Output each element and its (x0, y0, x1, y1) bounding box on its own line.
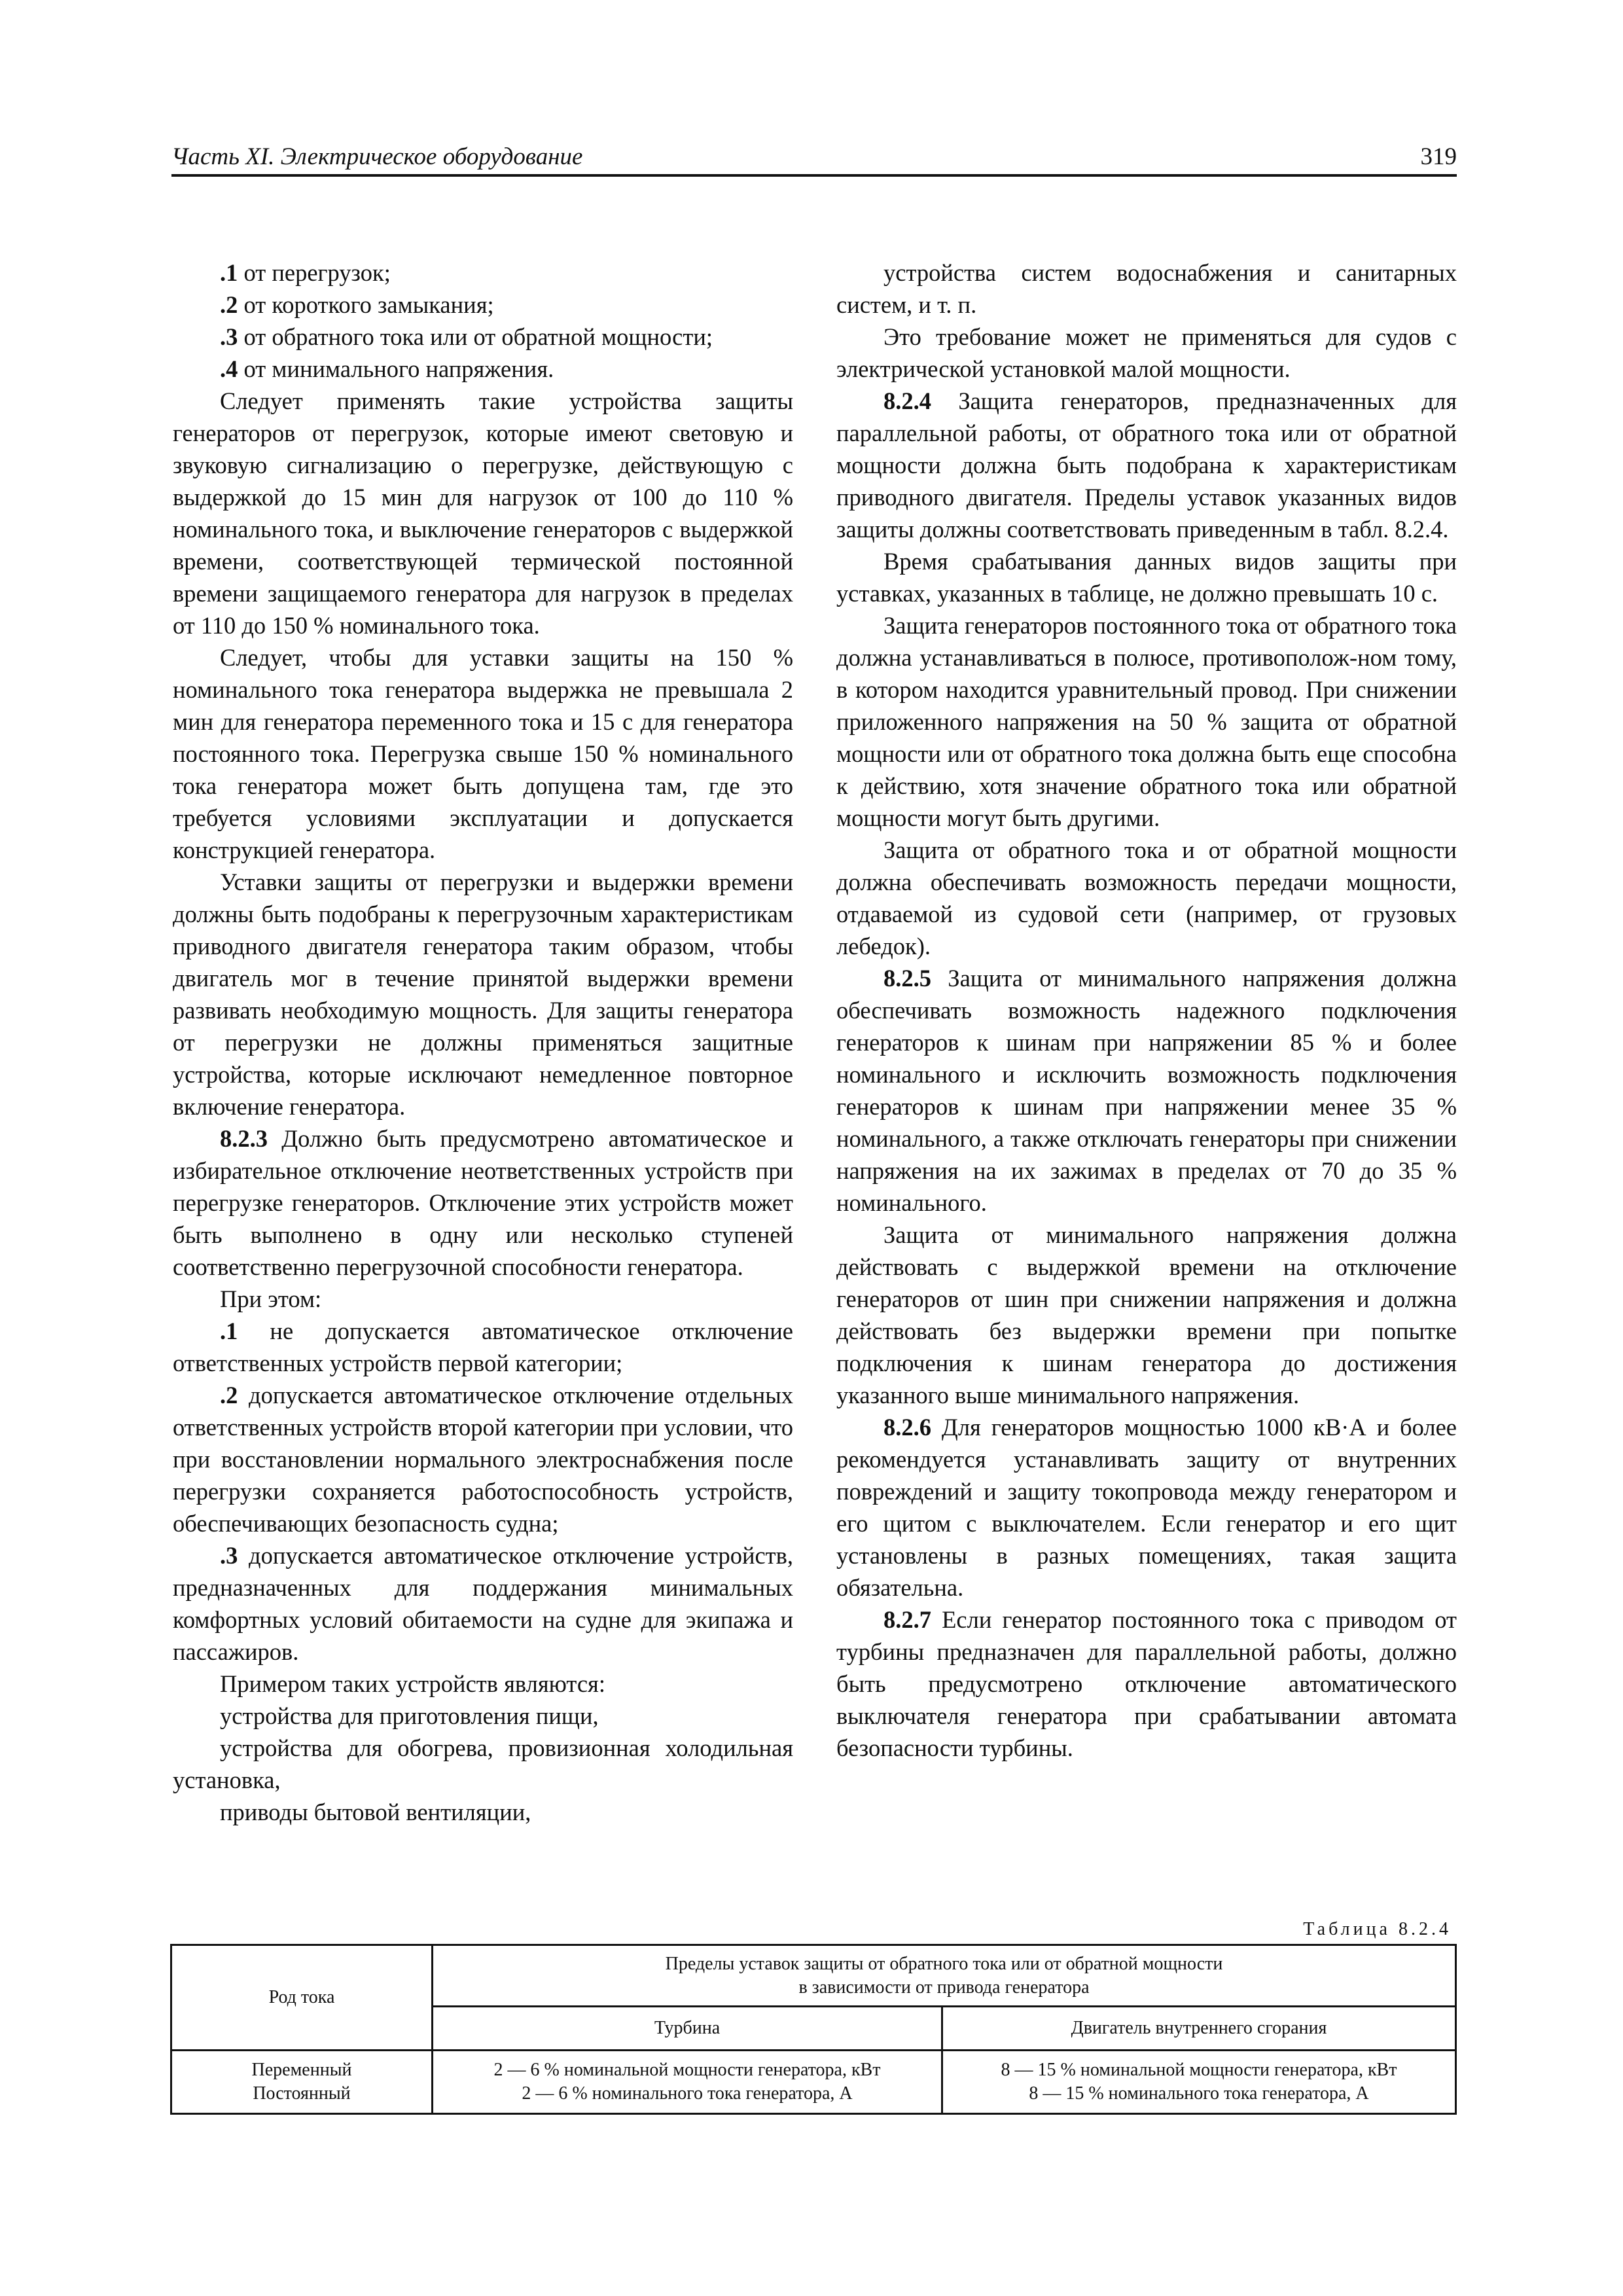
paragraph: устройства для обогрева, провизионная холодильная установка, (173, 1734, 793, 1793)
running-title: Часть XI. Электрическое оборудование (171, 143, 583, 170)
paragraph: 8.2.4 Защита генераторов, предназначенных для параллельной работы, от обратного тока или от обратной мощности должна быть подобрана к характеристикам приводного двигателя. Пределы уставок указанных видов защиты должны соответствовать приведенным в табл. 8.2.4. (836, 387, 1457, 543)
paragraph: Следует применять такие устройства защиты генераторов от перегрузок, которые имеют световую и звуковую сигнализацию о перегрузке, действующую с выдержкой до 15 мин для нагрузок от 100 до 110 % номинального тока, и выключение генераторов с выдержкой времени, соответствующей термической постоянной времени защищаемого генератора для нагрузок в пределах от 110 до 150 % номинального тока. (173, 387, 793, 639)
paragraph: Защита генераторов постоянного тока от обратного тока должна устанавливаться в полюсе, противополож-ном тому, в котором находится уравнительный провод. При снижении приложенного напряжения на 50 % защита от обратной мощности или от обратного тока должна быть еще способна к действию, хотя значение обратного тока или обратной мощности могут быть другими. (836, 612, 1457, 831)
settings-table (170, 1944, 1457, 2115)
paragraph: .1 от перегрузок; (220, 259, 391, 286)
left-column (173, 257, 793, 1828)
paragraph: .3 допускается автоматическое отключение устройств, предназначенных для поддержания минимальных комфортных условий обитаемости на судне для экипажа и пассажиров. (173, 1542, 793, 1665)
page-header (171, 143, 1457, 177)
table-caption: Таблица 8.2.4 (1303, 1919, 1452, 1939)
table-cell-kind: Переменный Постоянный (171, 2051, 433, 2114)
table-cell-turbine: 2 — 6 % номинальной мощности генератора, кВт 2 — 6 % номинального тока генератора, А (433, 2051, 942, 2114)
paragraph: устройства для приготовления пищи, (220, 1702, 599, 1729)
paragraph: 8.2.7 Если генератор постоянного тока с приводом от турбины предназначен для параллельной работы, должно быть предусмотрено отключение автоматического выключателя генератора при срабатывании автомата безопасности турбины. (836, 1606, 1457, 1761)
table-row (171, 2051, 1456, 2114)
paragraph: устройства систем водоснабжения и санитарных систем, и т. п. (836, 259, 1457, 318)
paragraph: .4 от минимального напряжения. (220, 355, 554, 382)
paragraph: Время срабатывания данных видов защиты при уставках, указанных в таблице, не должно превышать 10 с. (836, 548, 1457, 607)
paragraph: .1 не допускается автоматическое отключение ответственных устройств первой категории; (173, 1318, 793, 1376)
paragraph: При этом: (220, 1285, 322, 1312)
paragraph: .3 от обратного тока или от обратной мощности; (220, 323, 713, 350)
paragraph: .2 от короткого замыкания; (220, 291, 494, 318)
paragraph: приводы бытовой вентиляции, (220, 1799, 531, 1825)
paragraph: Примером таких устройств являются: (220, 1670, 605, 1697)
paragraph: Следует, чтобы для уставки защиты на 150 % номинального тока генератора выдержка не превышала 2 мин для генератора переменного тока и 15 с для генератора постоянного тока. Перегрузка свыше 150 % номинального тока генератора может быть допущена там, где это требуется условиями эксплуатации и допускается конструкцией генератора. (173, 644, 793, 863)
paragraph: Защита от обратного тока и от обратной мощности должна обеспечивать возможность передачи мощности, отдаваемой из судовой сети (например, от грузовых лебедок). (836, 836, 1457, 960)
paragraph: Уставки защиты от перегрузки и выдержки времени должны быть подобраны к перегрузочным характеристикам приводного двигателя генератора таким образом, чтобы двигатель мог в течение принятой выдержки времени развивать необходимую мощность. Для защиты генератора от перегрузки не должны применяться защитные устройства, которые исключают немедленное повторное включение генератора. (173, 869, 793, 1120)
paragraph: 8.2.3 Должно быть предусмотрено автоматическое и избирательное отключение неответственных устройств при перегрузке генераторов. Отключение этих устройств может быть выполнено в одну или несколько ступеней соответственно перегрузочной способности генератора. (173, 1125, 793, 1280)
table-header-turbine: Турбина (433, 2007, 942, 2051)
paragraph: 8.2.6 Для генераторов мощностью 1000 кВ·А и более рекомендуется устанавливать защиту от внутренних повреждений и защиту токопровода между генератором и его щитом с выключателем. Если генератор и его щит установлены в разных помещениях, такая защита обязательна. (836, 1414, 1457, 1601)
table-cell-engine: 8 — 15 % номинальной мощности генератора, кВт 8 — 15 % номинального тока генератора, А (942, 2051, 1456, 2114)
paragraph: 8.2.5 Защита от минимального напряжения должна обеспечивать возможность надежного подключения генераторов к шинам при напряжении 85 % и более номинального и исключить возможность подключения генераторов к шинам при напряжении менее 35 % номинального, а также отключать генераторы при снижении напряжения на их зажимах в пределах от 70 до 35 % номинального. (836, 965, 1457, 1216)
header-rule (171, 174, 1457, 177)
paragraph: Защита от минимального напряжения должна действовать с выдержкой времени на отключение генераторов от шин при снижении напряжения и должна действовать без выдержки времени при попытке подключения к шинам генератора до достижения указанного выше минимального напряжения. (836, 1221, 1457, 1408)
page-number: 319 (1420, 143, 1457, 170)
right-column (836, 257, 1457, 1764)
table-header-engine: Двигатель внутреннего сгорания (942, 2007, 1456, 2051)
paragraph: .2 допускается автоматическое отключение отдельных ответственных устройств второй категории при условии, что при восстановлении нормального электроснабжения после перегрузки сохраняется работоспособность устройств, обеспечивающих безопасность судна; (173, 1382, 793, 1537)
table-group-header: Пределы уставок защиты от обратного тока или от обратной мощности в зависимости от привода генератора (433, 1945, 1456, 2007)
table-header-current-type: Род тока (171, 1945, 433, 2051)
paragraph: Это требование может не применяться для судов с электрической установкой малой мощности. (836, 323, 1457, 382)
